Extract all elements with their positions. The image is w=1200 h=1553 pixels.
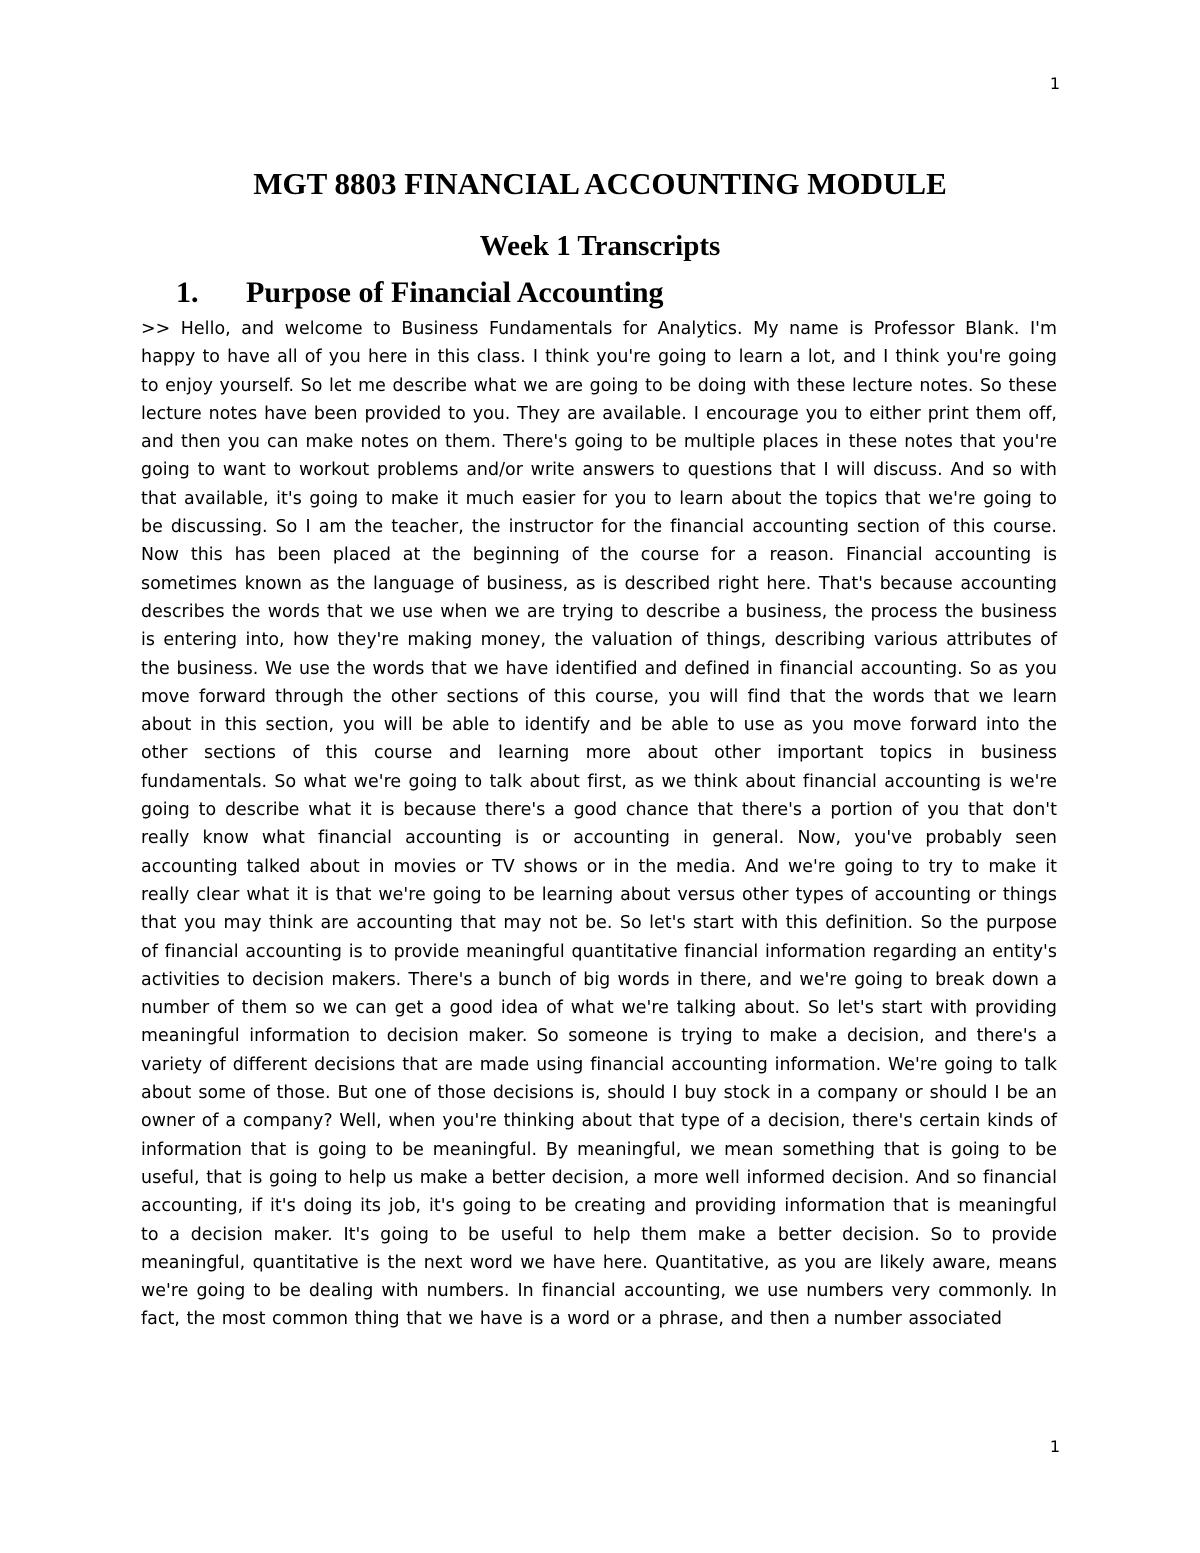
page-number-bottom: 1 bbox=[1049, 1437, 1060, 1456]
section-number: 1. bbox=[176, 276, 199, 309]
document-title: MGT 8803 FINANCIAL ACCOUNTING MODULE bbox=[253, 166, 947, 201]
transcript-body: >> Hello, and welcome to Business Fundamentals for Analytics. My name is Professor Blank. I'm happy to have all of you here in this class. I think you're going to learn a lot, and I think you're going to enjoy yourself. So let me describe what we are going to be doing with these lecture notes. So these lecture notes have been provided to you. They are available. I encourage you to either print them off, and then you can make notes on them. There's going to be multiple places in these notes that you're going to want to workout problems and/or write answers to questions that I will discuss. And so with that available, it's going to make it much easier for you to learn about the topics that we're going to be discussing. So I am the teacher, the instructor for the financial accounting section of this course. Now this has been placed at the beginning of the course for a reason. Financial accounting is sometimes known as the language of business, as is described right here. That's because accounting describes the words that we use when we are trying to describe a business, the process the business is entering into, how they're making money, the valuation of things, describing various attributes of the business. We use the words that we have identified and defined in financial accounting. So as you move forward through the other sections of this course, you will find that the words that we learn about in this section, you will be able to identify and be able to use as you move forward into the other sections of this course and learning more about other important topics in business fundamentals. So what we're going to talk about first, as we think about financial accounting is we're going to describe what it is because there's a good chance that there's a portion of you that don't really know what financial accounting is or accounting in general. Now, you've probably seen accounting talked about in movies or TV shows or in the media. And we're going to try to make it really clear what it is that we're going to be learning about versus other types of accounting or things that you may think are accounting that may not be. So let's start with this definition. So the purpose of financial accounting is to provide meaningful quantitative financial information regarding an entity's activities to decision makers. There's a bunch of big words in there, and we're going to break down a number of them so we can get a good idea of what we're talking about. So let's start with providing meaningful information to decision maker. So someone is trying to make a decision, and there's a variety of different decisions that are made using financial accounting information. We're going to talk about some of those. But one of those decisions is, should I buy stock in a company or should I be an owner of a company? Well, when you're thinking about that type of a decision, there's certain kinds of information that is going to be meaningful. By meaningful, we mean something that is going to be useful, that is going to help us make a better decision, a more well informed decision. And so financial accounting, if it's doing its job, it's going to be creating and providing information that is meaningful to a decision maker. It's going to be useful to help them make a better decision. So to provide meaningful, quantitative is the next word we have here. Quantitative, as you are likely aware, means we're going to be dealing with numbers. In financial accounting, we use numbers very commonly. In fact, the most common thing that we have is a word or a phrase, and then a number associated bbox=[141, 319, 1057, 1330]
section-heading bbox=[176, 276, 664, 310]
section-title: Purpose of Financial Accounting bbox=[246, 276, 664, 309]
document-subtitle: Week 1 Transcripts bbox=[479, 230, 721, 262]
page-number-top: 1 bbox=[1049, 74, 1060, 93]
